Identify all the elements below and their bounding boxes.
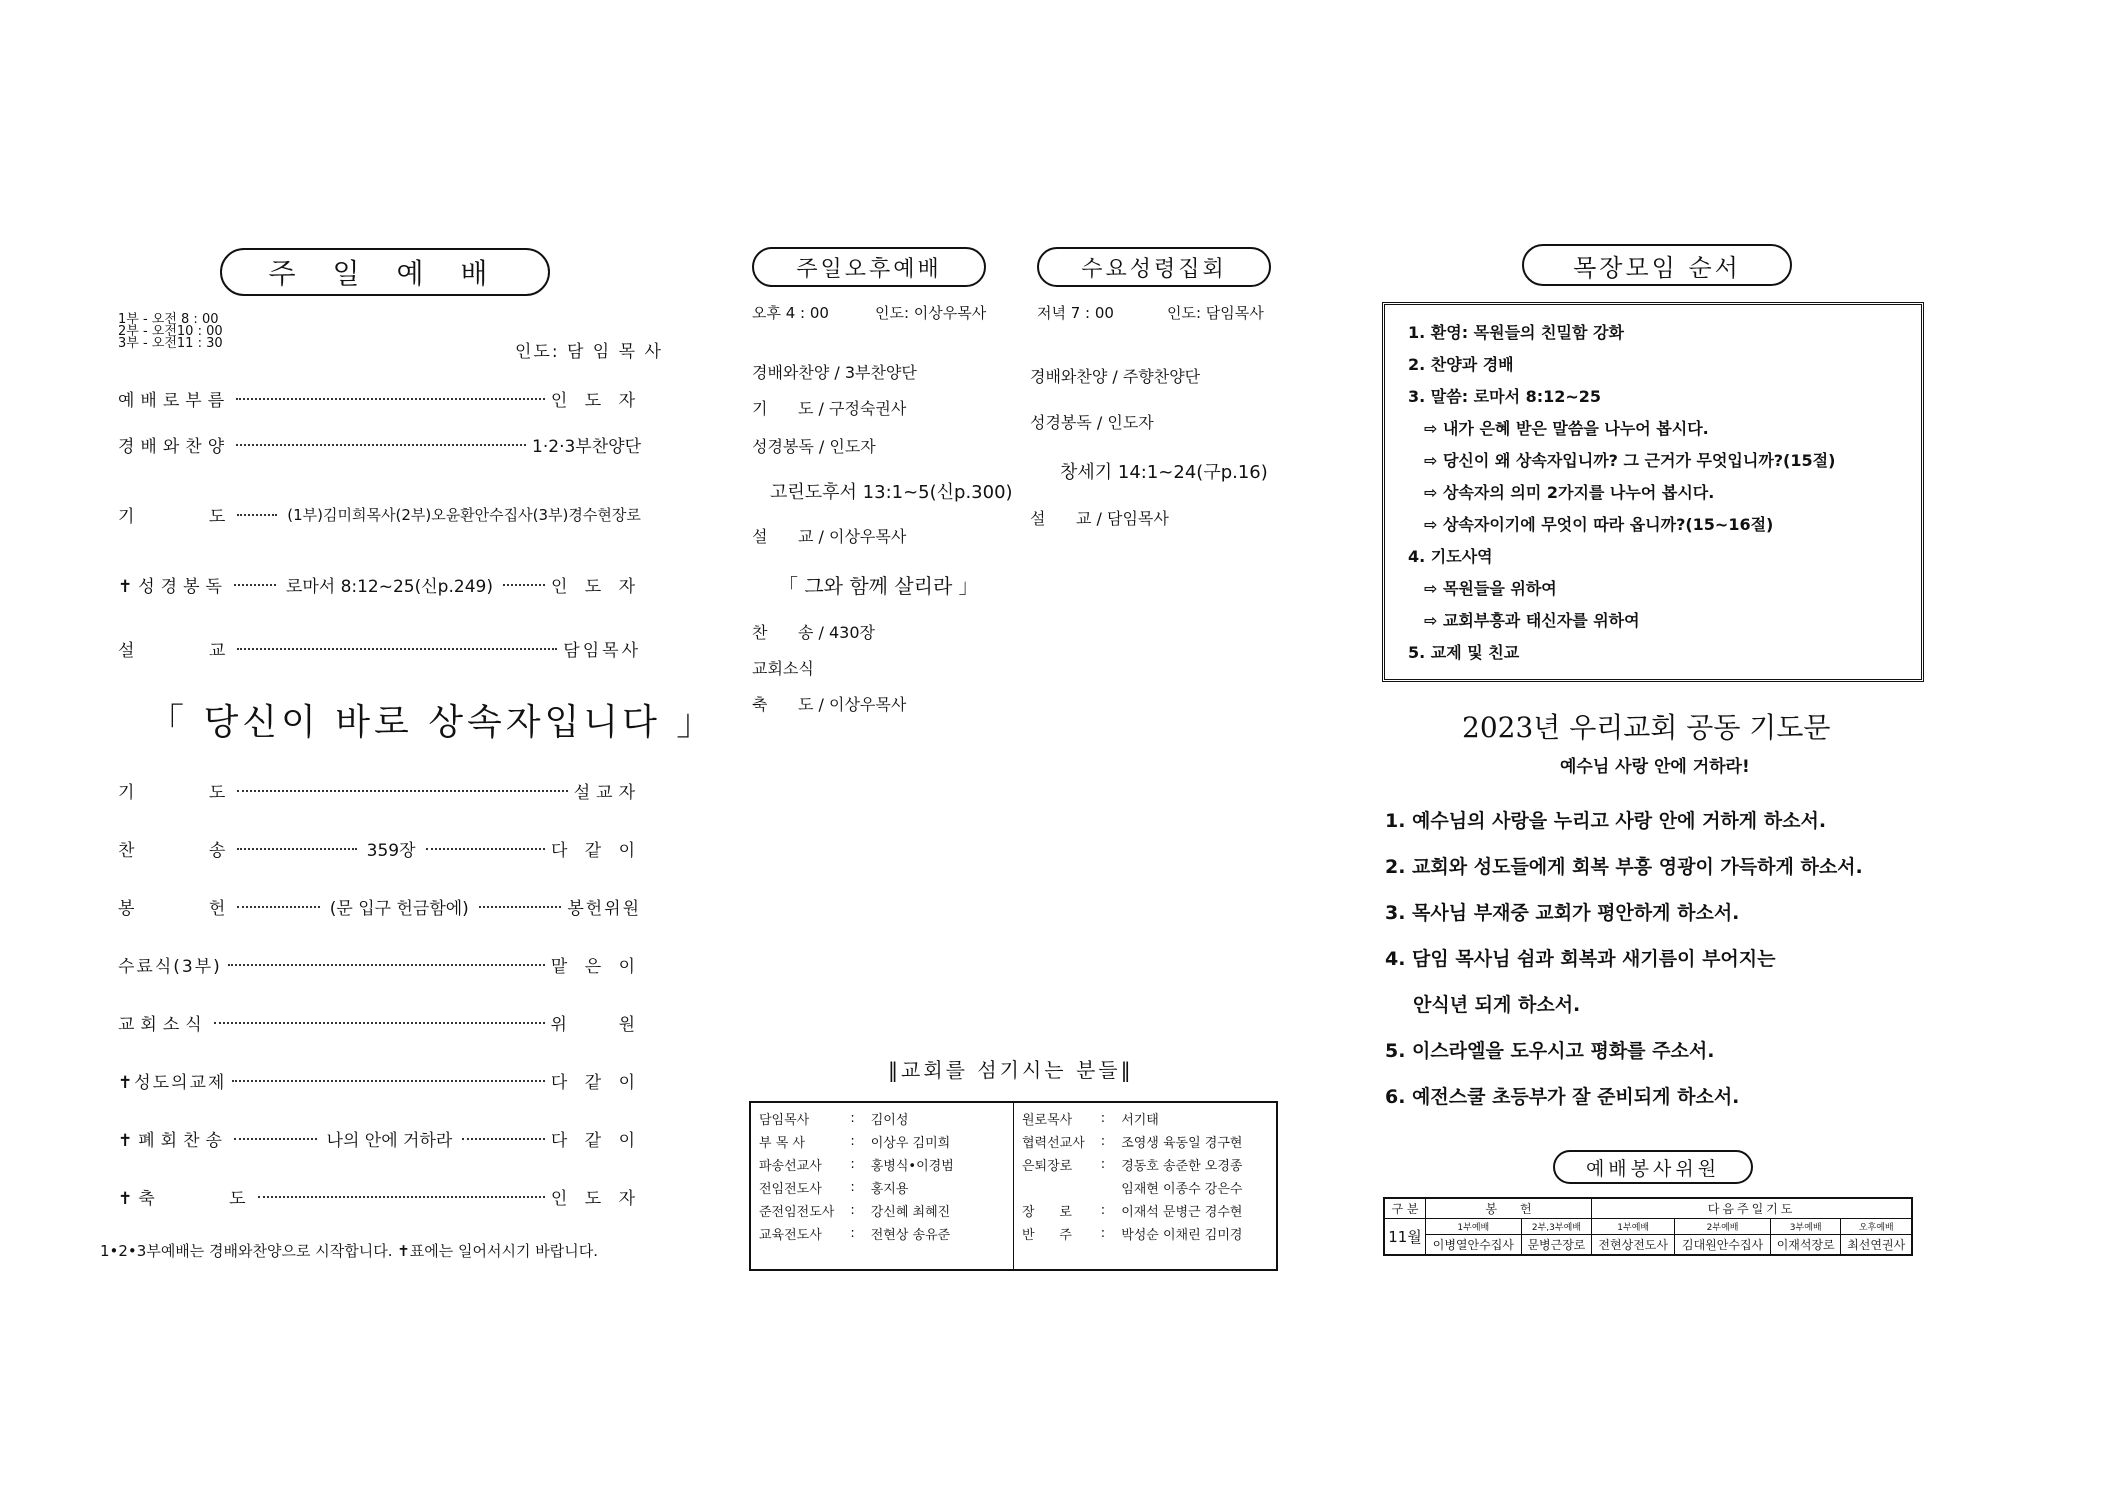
staff-names: 임재현 이종수 강은수 xyxy=(1121,1182,1243,1197)
staff-role: 교육전도사 xyxy=(759,1228,822,1243)
cell-item: 2. 찬양과 경배 xyxy=(1408,355,1514,374)
afternoon-scripture: 고린도후서 13:1~5(신p.300) xyxy=(770,482,1013,503)
prayer-line: 3. 목사님 부재중 교회가 평안하게 하소서. xyxy=(1385,902,1740,924)
sermon-title: 「 당신이 바로 상속자입니다 」 xyxy=(148,702,717,743)
afternoon-sermon-title: 「 그와 함께 살리라 」 xyxy=(778,574,979,598)
order-mid: 359장 xyxy=(366,841,416,861)
order-label: ✝축 도 xyxy=(118,1189,252,1209)
staff-role: 협력선교사 xyxy=(1022,1136,1085,1151)
wednesday-item: 경배와찬양 / 주향찬양단 xyxy=(1030,367,1201,386)
order-row xyxy=(118,432,641,457)
cell-item: 1. 환영: 목원들의 친밀함 강화 xyxy=(1408,323,1624,342)
order-who: 담임목사 xyxy=(563,641,641,661)
head-offering: 봉 헌 xyxy=(1426,1198,1592,1219)
staff-row xyxy=(1014,1153,1250,1176)
order-row xyxy=(118,636,641,661)
dot-leader xyxy=(237,790,567,792)
wednesday-time: 저녁 7 : 00 xyxy=(1037,304,1114,322)
order-label: 교회소식 xyxy=(118,1015,208,1035)
dot-leader xyxy=(479,906,562,908)
wednesday-item: 성경봉독 / 인도자 xyxy=(1030,413,1154,432)
dot-leader xyxy=(426,848,545,850)
sunday-leader: 인도: 담 임 목 사 xyxy=(515,342,663,362)
sub-header: 2부,3부예배 xyxy=(1521,1219,1592,1235)
afternoon-item: 교회소식 xyxy=(752,659,814,678)
cell-subitem: ⇨ 목원들을 위하여 xyxy=(1424,579,1557,598)
order-mid: 로마서 8:12~25(신p.249) xyxy=(285,577,493,597)
order-who: 위 원 xyxy=(550,1015,641,1035)
order-who: 인 도 자 xyxy=(550,391,641,411)
order-label: 기 도 xyxy=(118,783,232,803)
order-label: 봉 헌 xyxy=(118,899,232,919)
afternoon-item: 축 도 / 이상우목사 xyxy=(752,695,907,714)
cell-item: 5. 교제 및 친교 xyxy=(1408,643,1520,662)
wednesday-leader: 인도: 담임목사 xyxy=(1167,304,1264,322)
prayer-line: 6. 예전스쿨 초등부가 잘 준비되게 하소서. xyxy=(1385,1086,1740,1108)
order-row xyxy=(118,1184,641,1209)
afternoon-item: 성경봉독 / 인도자 xyxy=(752,437,876,456)
afternoon-title xyxy=(752,247,986,287)
staff-sep: : xyxy=(850,1226,855,1241)
order-who: 다 같 이 xyxy=(550,1131,641,1151)
prayer-line: 안식년 되게 하소서. xyxy=(1413,994,1581,1016)
order-label: 기 도 xyxy=(118,507,232,527)
order-row xyxy=(118,1068,641,1093)
staff-sep: : xyxy=(1100,1111,1106,1126)
cell-title xyxy=(1522,244,1792,286)
order-label: ✝성도의교제 xyxy=(118,1073,227,1093)
dot-leader xyxy=(237,906,320,908)
staff-names: 이상우 김미희 xyxy=(870,1136,951,1151)
order-label: 수료식(3부) xyxy=(118,957,222,977)
staff-names: 홍병식•이경범 xyxy=(870,1159,954,1174)
dot-leader xyxy=(234,584,276,586)
service-times xyxy=(118,314,223,350)
staff-role xyxy=(1014,1176,1093,1199)
afternoon-item: 경배와찬양 / 3부찬양단 xyxy=(752,363,917,382)
staff-sep: : xyxy=(850,1203,855,1218)
staff-row xyxy=(1014,1130,1250,1153)
prayer-title: 2023년 우리교회 공동 기도문 xyxy=(1462,711,1831,744)
prayer-line: 2. 교회와 성도들에게 회복 부흥 영광이 가득하게 하소서. xyxy=(1385,856,1863,878)
order-who: 다 같 이 xyxy=(550,1073,641,1093)
order-who: 다 같 이 xyxy=(550,841,642,861)
order-label: 설 교 xyxy=(118,641,232,661)
dot-leader xyxy=(237,848,356,850)
time-3: 3부 - 오전11 : 30 xyxy=(118,336,223,351)
committee-name-row xyxy=(1384,1235,1912,1256)
staff-role: 담임목사 xyxy=(759,1113,810,1128)
order-who: 맡 은 이 xyxy=(550,957,641,977)
order-row xyxy=(118,1010,641,1035)
cell-subitem: ⇨ 내가 은혜 받은 말씀을 나누어 봅시다. xyxy=(1424,419,1709,438)
order-row xyxy=(118,894,641,919)
dot-leader xyxy=(237,648,557,650)
order-label: 경배와찬양 xyxy=(118,437,231,457)
time-2: 2부 - 오전10 : 00 xyxy=(118,324,223,339)
order-who: 1·2·3부찬양단 xyxy=(532,437,641,457)
staff-names: 강신혜 최혜진 xyxy=(870,1205,951,1220)
staff-sep: : xyxy=(1100,1226,1106,1241)
dot-leader xyxy=(237,514,277,516)
staff-names: 홍지용 xyxy=(870,1182,909,1197)
cell-subitem: ⇨ 교회부흥과 태신자를 위하여 xyxy=(1424,611,1640,630)
staff-names: 전현상 송유준 xyxy=(870,1228,951,1243)
afternoon-item: 찬 송 / 430장 xyxy=(752,623,875,642)
name-cell: 이병열안수집사 xyxy=(1426,1235,1522,1256)
name-cell: 문병근장로 xyxy=(1521,1235,1592,1256)
dot-leader xyxy=(234,1138,317,1140)
afternoon-item: 설 교 / 이상우목사 xyxy=(752,527,907,546)
order-row xyxy=(118,572,641,597)
staff-row xyxy=(751,1107,962,1130)
order-mid: 나의 안에 거하라 xyxy=(326,1131,453,1151)
cell-subitem: ⇨ 상속자의 의미 2가지를 나누어 봅시다. xyxy=(1424,483,1715,502)
staff-row xyxy=(751,1176,962,1199)
staff-title: ‖교회를 섬기시는 분들‖ xyxy=(888,1058,1134,1082)
prayer-line: 1. 예수님의 사랑을 누리고 사랑 안에 거하게 하소서. xyxy=(1385,810,1827,832)
order-label: 예배로부름 xyxy=(118,391,231,411)
dot-leader xyxy=(214,1022,545,1024)
afternoon-leader: 인도: 이상우목사 xyxy=(875,304,987,322)
staff-sep: : xyxy=(1100,1157,1106,1172)
dot-leader xyxy=(503,584,545,586)
dot-leader xyxy=(258,1196,545,1198)
sub-header: 3부예배 xyxy=(1770,1219,1841,1235)
staff-box xyxy=(749,1101,1278,1271)
staff-sep: : xyxy=(850,1134,855,1149)
staff-sep: : xyxy=(850,1180,855,1195)
order-who: 설교자 xyxy=(573,783,641,803)
staff-row xyxy=(751,1130,962,1153)
staff-row xyxy=(751,1153,962,1176)
afternoon-time: 오후 4 : 00 xyxy=(752,304,829,322)
staff-sep: : xyxy=(850,1111,855,1126)
staff-row xyxy=(1014,1222,1250,1245)
staff-role: 파송선교사 xyxy=(759,1159,822,1174)
staff-role: 은퇴장로 xyxy=(1022,1159,1073,1174)
staff-row xyxy=(751,1199,962,1222)
order-label: ✝폐회찬송 xyxy=(118,1131,228,1151)
wednesday-title xyxy=(1037,247,1271,287)
cell-subitem: ⇨ 당신이 왜 상속자입니까? 그 근거가 무엇입니까?(15절) xyxy=(1424,451,1836,470)
committee-table xyxy=(1383,1197,1913,1256)
cell-subitem: ⇨ 상속자이기에 무엇이 따라 옵니까?(15~16절) xyxy=(1424,515,1774,534)
committee-head-row xyxy=(1384,1198,1912,1219)
wednesday-scripture: 창세기 14:1~24(구p.16) xyxy=(1060,462,1268,483)
prayer-subtitle: 예수님 사랑 안에 거하라! xyxy=(1560,757,1750,777)
afternoon-title-text: 주일오후예배 xyxy=(796,256,942,282)
order-row xyxy=(118,836,641,861)
cell-title-text: 목장모임 순서 xyxy=(1573,253,1741,282)
staff-names: 이재석 문병근 경수현 xyxy=(1121,1205,1243,1220)
committee-sub-row xyxy=(1384,1219,1912,1235)
staff-role: 장 로 xyxy=(1022,1205,1072,1220)
staff-names: 박성순 이채린 김미경 xyxy=(1121,1228,1243,1243)
staff-row xyxy=(751,1222,962,1245)
name-cell: 전현상전도사 xyxy=(1592,1235,1675,1256)
prayer-line: 5. 이스라엘을 도우시고 평화를 주소서. xyxy=(1385,1040,1715,1062)
name-cell: 김대원안수집사 xyxy=(1675,1235,1771,1256)
staff-role: 원로목사 xyxy=(1022,1113,1073,1128)
staff-role: 준전임전도사 xyxy=(759,1205,835,1220)
sunday-title-text: 주 일 예 배 xyxy=(268,257,502,290)
cell-item: 4. 기도사역 xyxy=(1408,547,1493,566)
name-cell: 이재석장로 xyxy=(1770,1235,1841,1256)
month-cell: 11월 xyxy=(1384,1219,1426,1256)
order-row xyxy=(118,502,641,527)
order-who: 인 도 자 xyxy=(550,577,642,597)
wednesday-item: 설 교 / 담임목사 xyxy=(1030,509,1169,528)
sub-header: 2부예배 xyxy=(1675,1219,1771,1235)
head-gubun: 구 분 xyxy=(1384,1198,1426,1219)
staff-row xyxy=(1014,1199,1250,1222)
staff-row xyxy=(1014,1176,1250,1199)
wednesday-title-text: 수요성령집회 xyxy=(1081,256,1227,282)
staff-role: 반 주 xyxy=(1022,1228,1072,1243)
dot-leader xyxy=(236,398,545,400)
staff-names: 서기태 xyxy=(1121,1113,1159,1128)
order-row xyxy=(118,1126,641,1151)
dot-leader xyxy=(236,444,526,446)
prayer-line: 4. 담임 목사님 쉼과 회복과 새기름이 부어지는 xyxy=(1385,948,1776,970)
order-mid: (문 입구 헌금함에) xyxy=(329,899,469,919)
staff-sep: : xyxy=(1100,1203,1106,1218)
staff-role: 부 목 사 xyxy=(759,1136,805,1151)
order-who: 인 도 자 xyxy=(550,1189,641,1209)
dot-leader xyxy=(228,964,545,966)
dot-leader xyxy=(232,1080,545,1082)
sunday-footnote: 1•2•3부예배는 경배와찬양으로 시작합니다. ✝표에는 일어서시기 바랍니다. xyxy=(100,1242,598,1260)
committee-title xyxy=(1553,1150,1753,1184)
staff-names: 조영생 육동일 경구현 xyxy=(1121,1136,1243,1151)
name-cell: 최선연권사 xyxy=(1841,1235,1912,1256)
time-1: 1부 - 오전 8 : 00 xyxy=(118,312,219,327)
staff-row xyxy=(1014,1107,1250,1130)
cell-item: 3. 말씀: 로마서 8:12~25 xyxy=(1408,387,1602,406)
committee-title-text: 예배봉사위원 xyxy=(1585,1157,1721,1180)
sub-header: 오후예배 xyxy=(1841,1219,1912,1235)
staff-right xyxy=(1014,1103,1276,1269)
order-row xyxy=(118,778,641,803)
dot-leader xyxy=(462,1138,545,1140)
order-row xyxy=(118,952,641,977)
head-prayer: 다음주일기도 xyxy=(1592,1198,1912,1219)
sub-header: 1부예배 xyxy=(1426,1219,1522,1235)
staff-names: 경동호 송준한 오경종 xyxy=(1121,1159,1243,1174)
staff-sep: : xyxy=(1100,1134,1106,1149)
afternoon-item: 기 도 / 구정숙권사 xyxy=(752,399,907,418)
order-who: 봉헌위원 xyxy=(567,899,642,919)
sub-header: 1부예배 xyxy=(1592,1219,1675,1235)
staff-role: 전임전도사 xyxy=(759,1182,822,1197)
order-label: ✝성경봉독 xyxy=(118,577,228,597)
staff-left xyxy=(751,1103,1014,1269)
order-label: 찬 송 xyxy=(118,841,232,861)
staff-names: 김이성 xyxy=(870,1113,909,1128)
order-mid: (1부)김미희목사(2부)오윤환안수집사(3부)경수현장로 xyxy=(287,506,641,524)
sunday-title xyxy=(220,248,550,296)
order-row xyxy=(118,386,641,411)
staff-sep xyxy=(1093,1176,1113,1199)
staff-sep: : xyxy=(850,1157,855,1172)
